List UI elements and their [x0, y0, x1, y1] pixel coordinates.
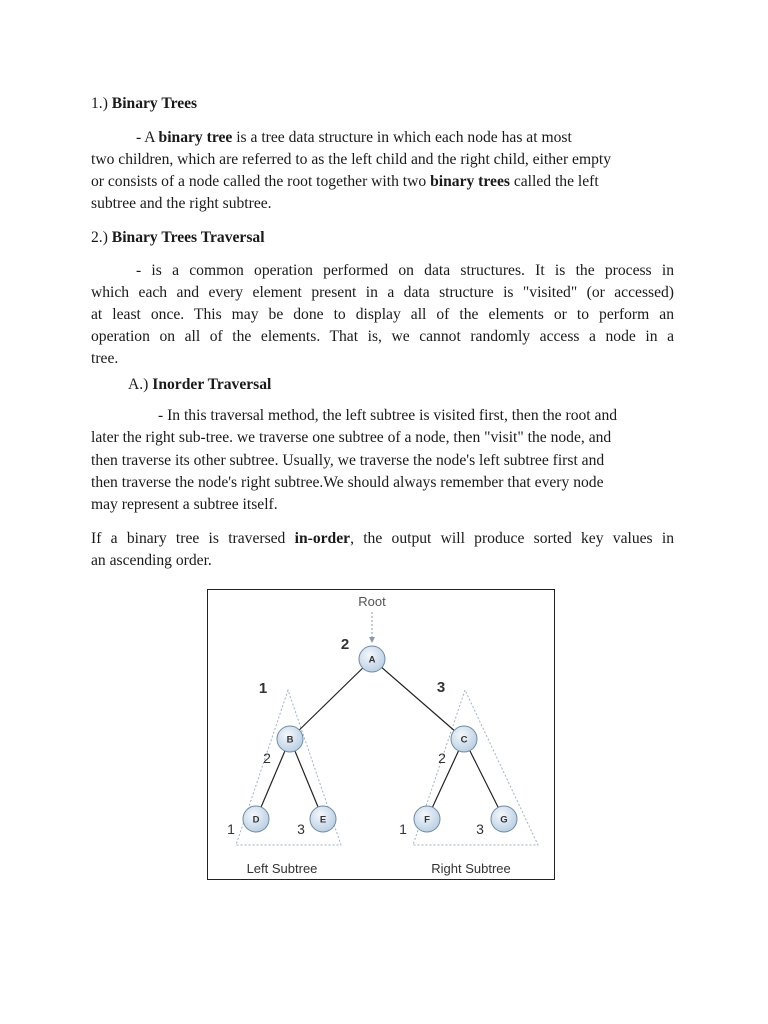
term-binary-trees: binary trees: [430, 173, 510, 190]
sectionA-line2: later the right sub-tree. we traverse one subtree of a node, then "visit" the node, and: [91, 429, 612, 446]
conclusion-line1: [91, 528, 674, 550]
section1-number: 1.): [91, 95, 112, 112]
order-d: 1: [227, 821, 235, 837]
conclusion-line2: an ascending order.: [91, 552, 212, 569]
order-e: 3: [297, 821, 305, 837]
term-binary-tree: binary tree: [158, 129, 233, 146]
node-c-label: C: [460, 734, 468, 746]
node-a-label: A: [368, 654, 376, 666]
sectionA-heading: [128, 374, 271, 396]
term-in-order: in-order: [294, 530, 351, 547]
text-span: or consists of a node called the root together with two: [91, 173, 431, 190]
order-f: 1: [399, 821, 407, 837]
node-d-label: D: [252, 814, 260, 826]
sectionA-line5: may represent a subtree itself.: [91, 496, 278, 513]
sectionA-line4: then traverse the node's right subtree.We should always remember that every node: [91, 474, 604, 491]
section1-line2: two children, which are referred to as the left child and the right child, either empty: [91, 151, 612, 168]
section1-line1: [136, 127, 572, 149]
order-root: 2: [340, 636, 350, 653]
edge-a-b: [290, 659, 372, 739]
section2-line5: tree.: [91, 350, 119, 367]
text-span: , the output will produce sorted key values in: [350, 530, 675, 547]
left-subtree-caption: Left Subtree: [246, 861, 318, 876]
section2-line1: - is a common operation performed on data structures. It is the process in: [136, 262, 674, 279]
section1-title: Binary Trees: [111, 95, 198, 112]
node-g-label: G: [500, 814, 508, 826]
text-span: called the left: [509, 173, 599, 190]
section2-title: Binary Trees Traversal: [111, 229, 265, 246]
node-f-label: F: [424, 814, 430, 826]
sectionA-number: A.): [128, 376, 153, 393]
root-label: Root: [358, 594, 386, 609]
tree-diagram: [208, 590, 554, 879]
text-span: is a tree data structure in which each node has at most: [232, 129, 572, 146]
node-b-label: B: [286, 734, 294, 746]
sectionA-line1: - In this traversal method, the left subtree is visited first, then the root and: [158, 407, 618, 424]
order-c-root: 2: [438, 750, 446, 766]
edge-a-c: [372, 659, 464, 739]
section2-line4: operation on all of the elements. That is, we cannot randomly access a node in a: [91, 328, 674, 345]
section1-line3: [91, 171, 599, 193]
section2-line3: at least once. This may be done to display all of the elements or to perform an: [91, 306, 674, 323]
section1-line4: subtree and the right subtree.: [91, 195, 272, 212]
order-right: 3: [436, 679, 446, 696]
text-span: If a binary tree is traversed: [91, 530, 295, 547]
order-b-root: 2: [263, 750, 271, 766]
text-span: - A: [136, 129, 159, 146]
section2-line2: which each and every element present in a data structure is "visited" (or accessed): [91, 284, 674, 301]
node-e-label: E: [319, 814, 327, 826]
sectionA-line3: then traverse its other subtree. Usually, we traverse the node's left subtree first and: [91, 452, 605, 469]
section2-number: 2.): [91, 229, 112, 246]
section1-heading: [91, 93, 197, 115]
inorder-traversal-figure: [207, 589, 555, 880]
right-subtree-caption: Right Subtree: [431, 861, 511, 876]
sectionA-title: Inorder Traversal: [152, 376, 272, 393]
section2-heading: [91, 227, 265, 249]
order-g: 3: [476, 821, 484, 837]
order-left: 1: [258, 680, 268, 697]
